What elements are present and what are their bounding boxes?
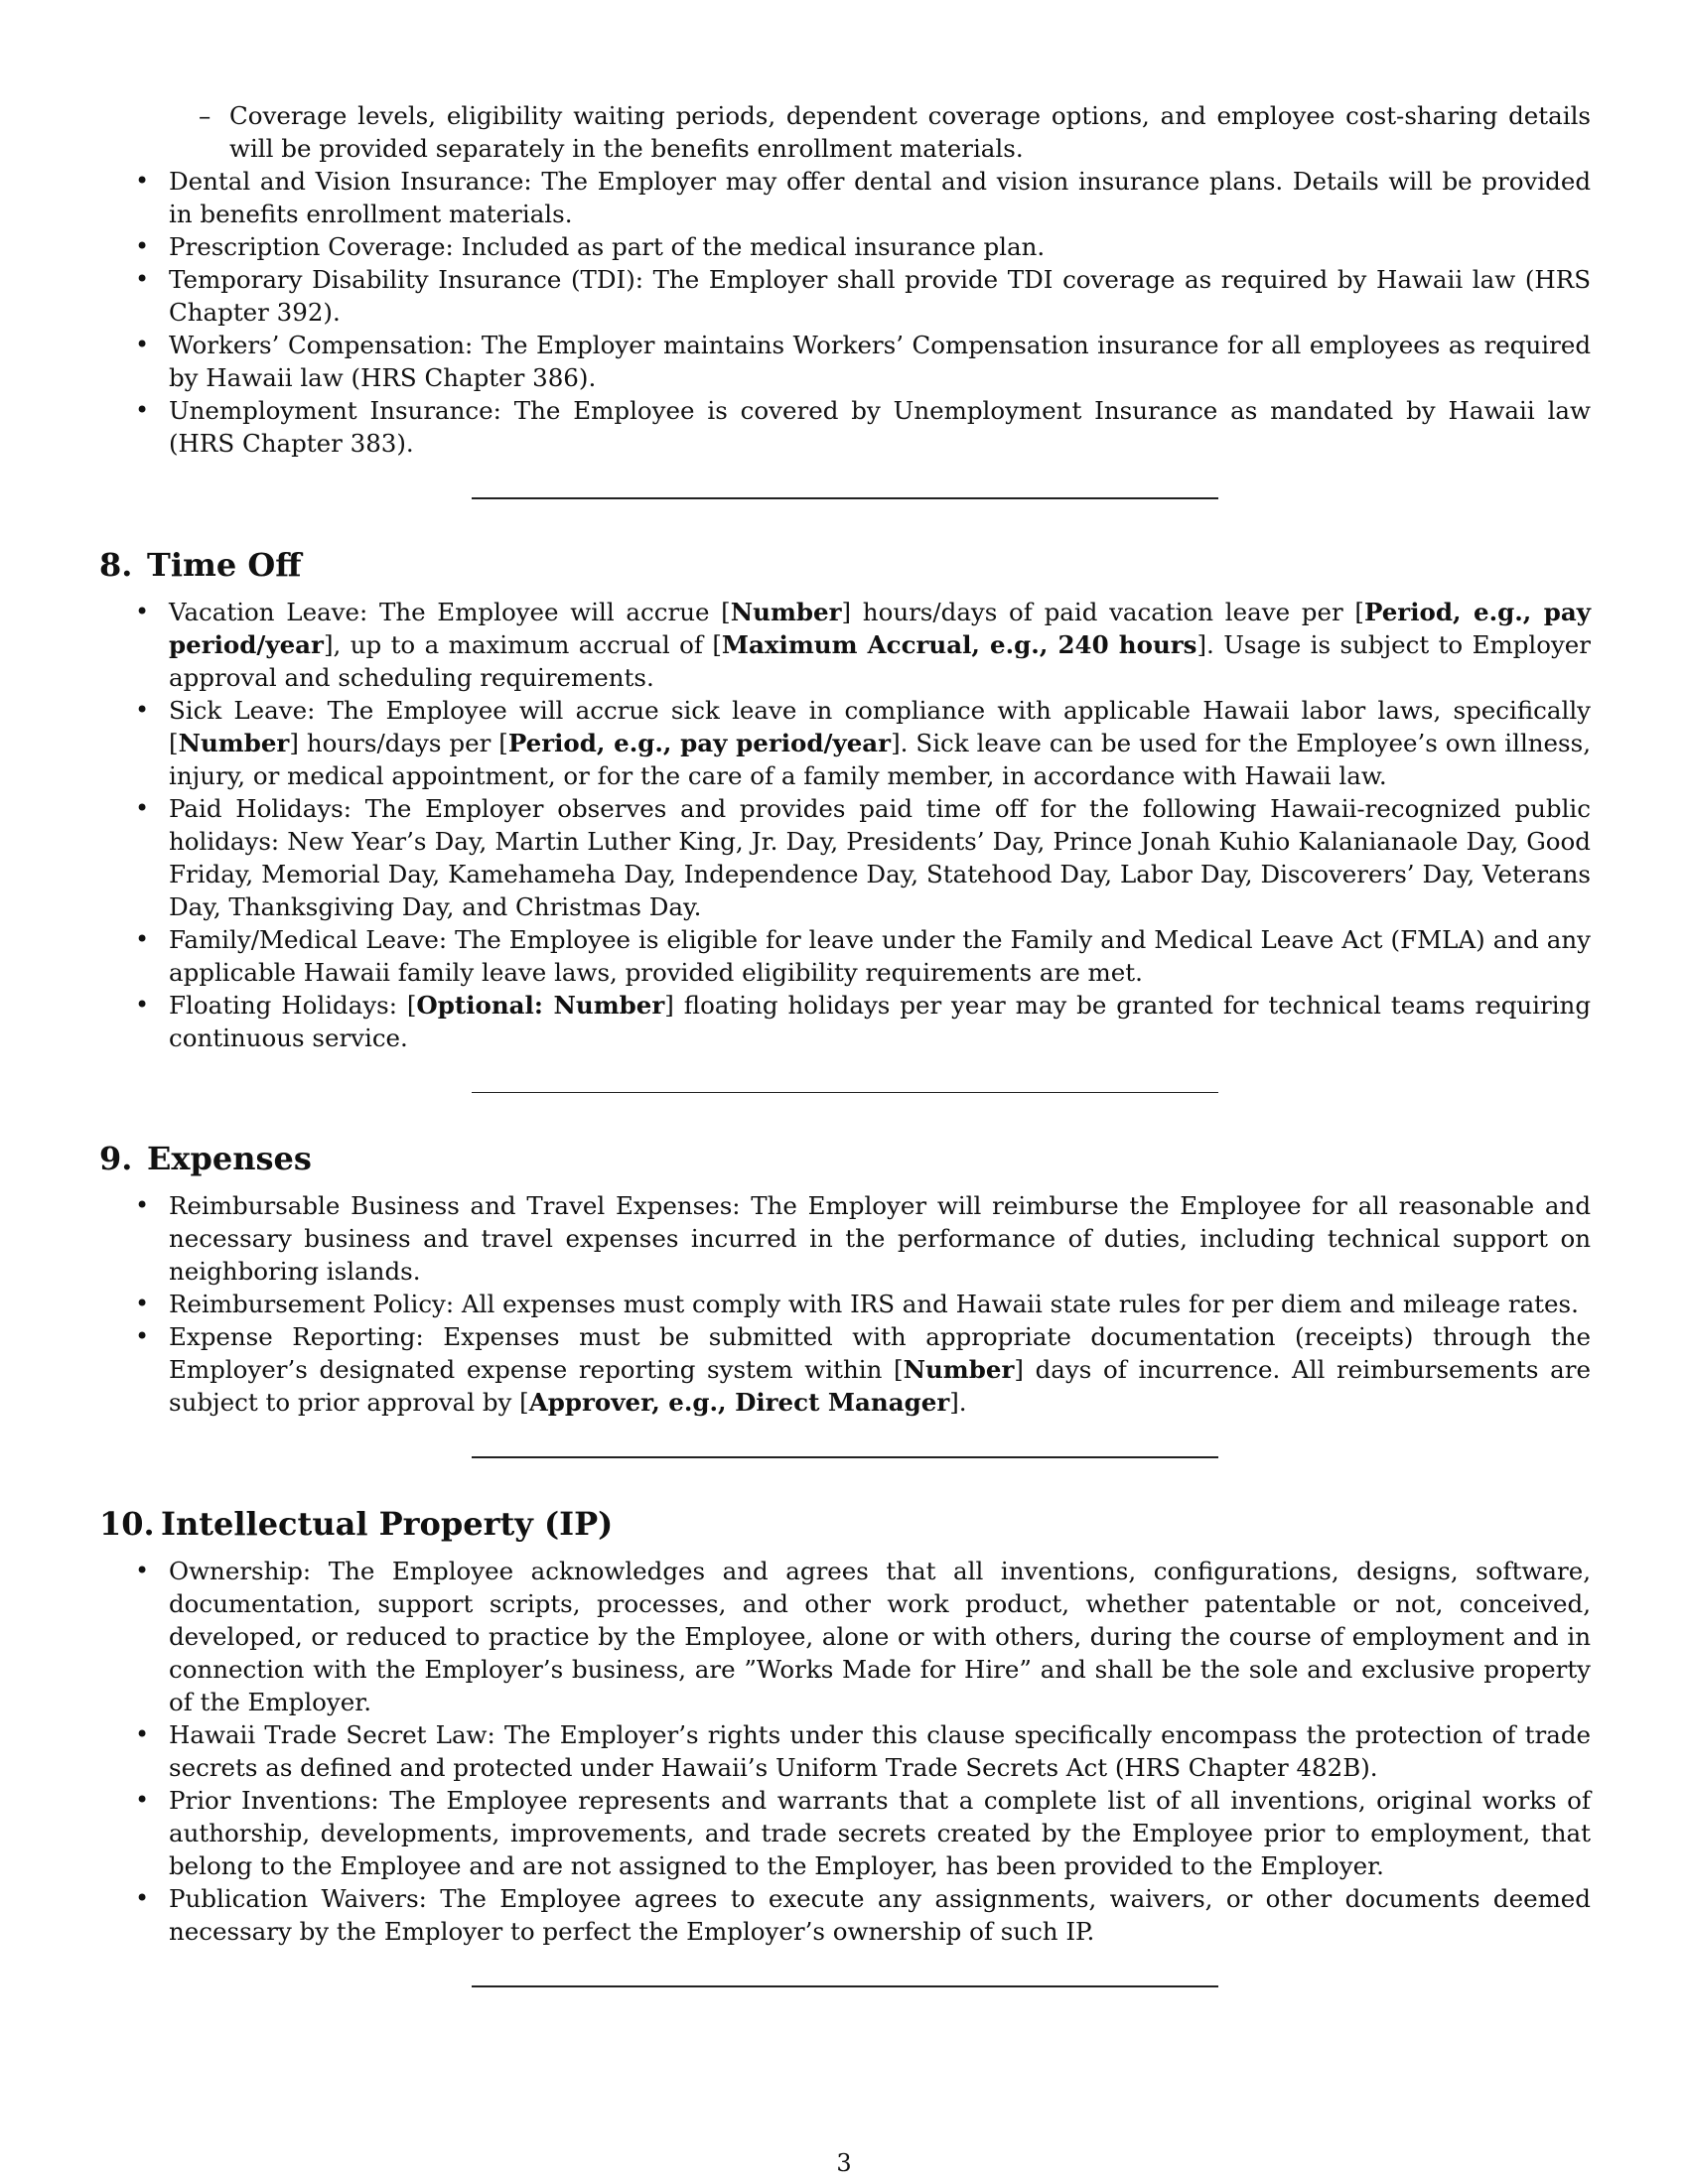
placeholder-field: Approver, e.g., Direct Manager <box>528 1388 950 1417</box>
expenses-list <box>99 1189 1591 1419</box>
list-item-publication-waivers: • Publication Waivers: The Employee agrees to execute any assignments, waivers, or other documents deemed necessary by the Employer to perfect the Employer’s ownership of such IP. <box>99 1882 1591 1948</box>
text-run: ]. Usage is subject to Employer approval and scheduling requirements. <box>169 630 1592 692</box>
list-item-prior-inventions: • Prior Inventions: The Employee represents and warrants that a complete list of all inventions, original works of authorship, developments, improvements, and trade secrets created by the Employee prior to employment, that belong to the Employee and are not assigned to the Employer, has been provided to the Employer. <box>99 1784 1591 1882</box>
text-run: Expense Reporting: Expenses must be submitted with appropriate documentation (receipts) through the Employer’s designated expense reporting system within [ <box>169 1322 1591 1384</box>
text-run: Vacation Leave: The Employee will accrue [ <box>169 598 731 626</box>
list-item-family-leave: • Family/Medical Leave: The Employee is eligible for leave under the Family and Medical Leave Act (FMLA) and any applicable Hawaii family leave laws, provided eligibility requirements are met. <box>99 923 1591 989</box>
time-off-list <box>99 596 1591 1054</box>
placeholder-field: Number <box>178 729 290 757</box>
list-item-vacation-leave <box>99 596 1591 694</box>
section-divider <box>472 1456 1218 1458</box>
list-item: • Temporary Disability Insurance (TDI): The Employer shall provide TDI coverage as required by Hawaii law (HRS Chapter 392). <box>99 263 1591 329</box>
section-title: Time Off <box>147 546 302 584</box>
section-number: 10. <box>99 1505 155 1543</box>
text-run: ] hours/days per [ <box>289 729 508 757</box>
ip-list <box>99 1555 1591 1948</box>
benefits-list <box>99 165 1591 460</box>
list-item-expense-reporting <box>99 1320 1591 1419</box>
list-item: • Unemployment Insurance: The Employee is covered by Unemployment Insurance as mandated by Hawaii law (HRS Chapter 383). <box>99 394 1591 460</box>
text-run: Sick Leave: The Employee will accrue sick leave in compliance with applicable Hawaii labor laws, specifically [ <box>169 696 1591 757</box>
placeholder-field: Period, e.g., pay period/year <box>169 598 1591 659</box>
text-run: ], up to a maximum accrual of [ <box>323 630 722 659</box>
list-item-sick-leave <box>99 694 1591 792</box>
text-run: ] days of incurrence. All reimbursements are subject to prior approval by [ <box>169 1355 1591 1417</box>
placeholder-field: Optional: Number <box>416 991 665 1020</box>
list-item: • Dental and Vision Insurance: The Employer may offer dental and vision insurance plans. Details will be provided in benefits enrollment materials. <box>99 165 1591 230</box>
section-title: Expenses <box>147 1140 312 1177</box>
placeholder-field: Number <box>903 1355 1015 1384</box>
benefits-sub-list <box>99 99 1591 165</box>
page-number: 3 <box>836 2149 852 2177</box>
list-item: • Workers’ Compensation: The Employer maintains Workers’ Compensation insurance for all employees as required by Hawaii law (HRS Chapter 386). <box>99 329 1591 394</box>
list-item-floating-holidays <box>99 989 1591 1054</box>
placeholder-field: Period, e.g., pay period/year <box>507 729 892 757</box>
text-run: ]. Sick leave can be used for the Employee’s own illness, injury, or medical appointment, or for the care of a family member, in accordance with Hawaii law. <box>169 729 1591 790</box>
section-heading-expenses <box>99 1139 1591 1178</box>
document-page <box>99 99 1591 1987</box>
list-item-ownership: • Ownership: The Employee acknowledges and agrees that all inventions, configurations, designs, software, documentation, support scripts, processes, and other work product, whether patentable or not, conceived, developed, or reduced to practice by the Employee, alone or with others, during the course of employment and in connection with the Employer’s business, are ”Works Made for Hire” and shall be the sole and exclusive property of the Employer. <box>99 1555 1591 1718</box>
section-number: 8. <box>99 546 133 584</box>
text-run: ]. <box>949 1388 967 1417</box>
list-item: – Coverage levels, eligibility waiting periods, dependent coverage options, and employee cost-sharing details will be provided separately in the benefits enrollment materials. <box>99 99 1591 165</box>
benefits-continued <box>99 99 1591 460</box>
section-heading-intellectual-property <box>99 1504 1591 1544</box>
section-divider <box>472 1985 1218 1987</box>
text-run: Floating Holidays: [ <box>169 991 417 1020</box>
list-item-paid-holidays: • Paid Holidays: The Employer observes and provides paid time off for the following Hawaii-recognized public holidays: New Year’s Day, Martin Luther King, Jr. Day, Presidents’ Day, Prince Jonah Kuhio Kalanianaole Day, Good Friday, Memorial Day, Kamehameha Day, Independence Day, Statehood Day, Labor Day, Discoverers’ Day, Veterans Day, Thanksgiving Day, and Christmas Day. <box>99 792 1591 923</box>
section-number: 9. <box>99 1140 133 1177</box>
list-item-trade-secret-law: • Hawaii Trade Secret Law: The Employer’s rights under this clause specifically encompass the protection of trade secrets as defined and protected under Hawaii’s Uniform Trade Secrets Act (HRS Chapter 482B). <box>99 1718 1591 1784</box>
section-heading-time-off <box>99 545 1591 585</box>
text-run: ] hours/days of paid vacation leave per [ <box>841 598 1364 626</box>
list-item: • Prescription Coverage: Included as part of the medical insurance plan. <box>99 230 1591 263</box>
list-item-reimbursable-expenses: • Reimbursable Business and Travel Expenses: The Employer will reimburse the Employee for all reasonable and necessary business and travel expenses incurred in the performance of duties, including technical support on neighboring islands. <box>99 1189 1591 1288</box>
section-divider <box>472 1092 1218 1093</box>
section-title: Intellectual Property (IP) <box>161 1505 614 1543</box>
list-item-reimbursement-policy: • Reimbursement Policy: All expenses must comply with IRS and Hawaii state rules for per diem and mileage rates. <box>99 1288 1591 1320</box>
text-run: ] floating holidays per year may be granted for technical teams requiring continuous service. <box>169 991 1592 1052</box>
placeholder-field: Maximum Accrual, e.g., 240 hours <box>721 630 1197 659</box>
section-divider <box>472 497 1218 499</box>
placeholder-field: Number <box>730 598 842 626</box>
